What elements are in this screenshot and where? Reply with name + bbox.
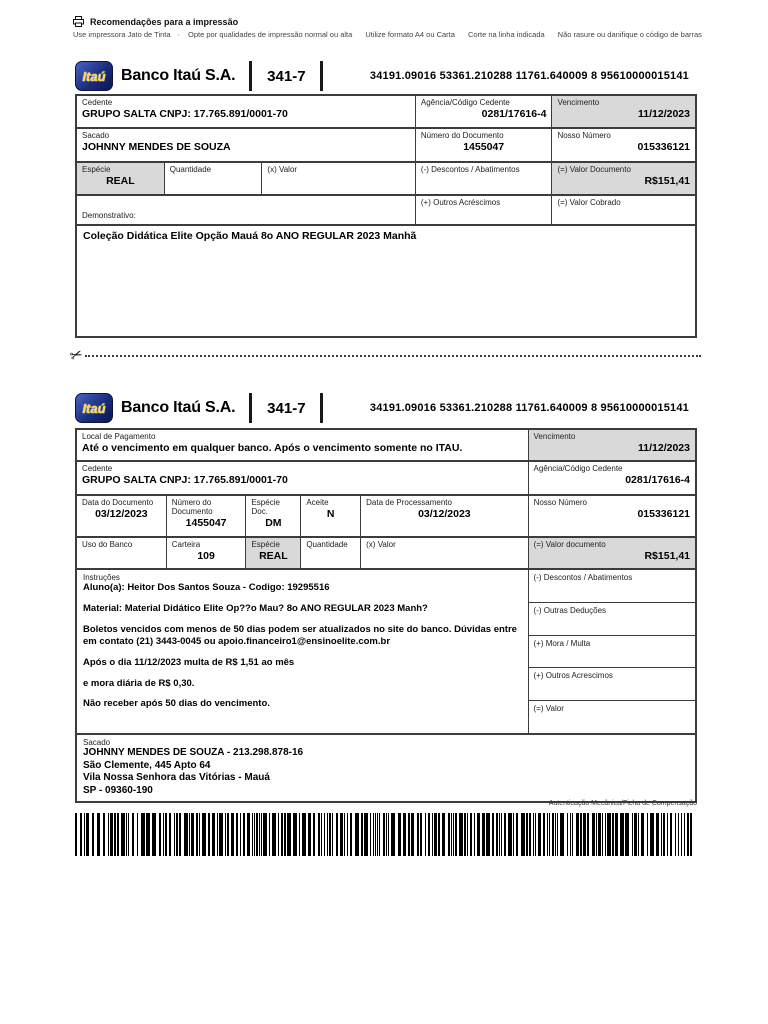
sacado-value: JOHNNY MENDES DE SOUZA [82, 141, 231, 154]
agencia-value: 0281/17616-4 [481, 108, 547, 121]
agencia-label: Agência/Código Cedente [533, 464, 623, 473]
especie-cell [246, 538, 301, 568]
instrucao-line: Material: Material Didático Elite Op??o Mau? 8o ANO REGULAR 2023 Manh? [83, 603, 428, 615]
scissors-icon: ✂ [67, 345, 86, 366]
tip-separator: · [177, 30, 181, 39]
bank-header-receipt [75, 60, 695, 92]
quantidade-cell [165, 163, 263, 194]
cedente-cell [77, 462, 529, 494]
valor-cobrado-cell [552, 196, 695, 224]
uso-banco-cell [77, 538, 167, 568]
valor-documento-cell [529, 538, 695, 568]
data-processamento-cell [361, 496, 528, 536]
nosso-numero-cell [552, 129, 695, 161]
vencimento-cell [529, 430, 695, 460]
sacado-label: Sacado [83, 738, 111, 747]
vencimento-value: 11/12/2023 [638, 108, 690, 121]
data-documento-label: Data do Documento [82, 498, 154, 507]
quantidade-label: Quantidade [306, 540, 348, 549]
valor-documento-value: R$151,41 [644, 175, 691, 188]
sacado-line: SP - 09360-190 [83, 784, 153, 796]
outros-acrescimos-label: (+) Outros Acréscimos [420, 198, 501, 207]
agencia-value: 0281/17616-4 [625, 474, 690, 487]
print-tip: Utilize formato A4 ou Carta [365, 30, 455, 39]
cedente-cell [77, 96, 416, 127]
instrucao-line: e mora diária de R$ 0,30. [83, 677, 195, 689]
autenticacao-label: Autenticação Mecânica/Ficha de Compensação [548, 800, 697, 807]
bank-code: 341-7 [267, 399, 306, 417]
itau-logo-text: Itaú [82, 68, 106, 84]
vencimento-label: Vencimento [557, 98, 600, 107]
outras-deducoes-label: (-) Outras Deduções [533, 605, 607, 615]
agencia-cell [529, 462, 695, 494]
valor-cell [361, 538, 528, 568]
valor-cell [262, 163, 416, 194]
print-recommendations-title: Recomendações para a impressão [90, 16, 239, 27]
totals-column [529, 570, 695, 733]
nosso-numero-label: Nosso Número [557, 131, 611, 140]
instrucao-line: Não receber após 50 dias do vencimento. [83, 698, 270, 710]
sacado-line: Vila Nossa Senhora das Vitórias - Mauá [83, 772, 270, 784]
itau-logo [75, 61, 113, 91]
agencia-cell [416, 96, 553, 127]
sacado-block [77, 735, 695, 801]
typeable-line: 34191.09016 53361.210288 11761.640009 8 95610000015141 [369, 70, 689, 82]
vencimento-label: Vencimento [533, 432, 576, 441]
local-pagamento-value: Até o vencimento em qualquer banco. Após o vencimento somente no ITAU. [82, 442, 463, 455]
valor-documento-label: (=) Valor Documento [557, 165, 631, 174]
numero-documento-label: Número do Documento [171, 498, 213, 517]
outros-acrescimos-label: (+) Outros Acrescimos [533, 671, 613, 681]
barcode [75, 813, 701, 856]
especie-label: Espécie [251, 540, 280, 549]
valor-documento-cell [552, 163, 695, 194]
print-tip: Não rasure ou danifique o código de barras [557, 30, 702, 39]
vencimento-cell [552, 96, 695, 127]
valor-total-label: (=) Valor [533, 704, 564, 714]
vencimento-value: 11/12/2023 [638, 442, 690, 455]
descontos-label: (-) Descontos / Abatimentos [420, 165, 520, 174]
especie-doc-value: DM [265, 517, 282, 530]
print-tip: Opte por qualidades de impressão normal ou alta [188, 30, 353, 39]
local-pagamento-label: Local de Pagamento [82, 432, 156, 441]
cedente-label: Cedente [82, 98, 113, 107]
nosso-numero-label: Nosso Número [533, 498, 587, 507]
itau-logo [75, 393, 113, 423]
valor-label: (x) Valor [366, 540, 396, 549]
especie-doc-cell [246, 496, 301, 536]
valor-total-cell [529, 701, 695, 733]
mora-multa-label: (+) Mora / Multa [533, 638, 591, 648]
especie-value: REAL [259, 550, 288, 563]
itau-logo-text: Itaú [82, 400, 106, 416]
quantidade-label: Quantidade [169, 165, 212, 174]
sacado-line: JOHNNY MENDES DE SOUZA - 213.298.878-16 [83, 747, 304, 759]
aceite-value: N [326, 508, 335, 521]
instrucoes-label: Instruções [83, 573, 120, 582]
aceite-cell [301, 496, 361, 536]
nosso-numero-cell [529, 496, 695, 536]
cedente-value: GRUPO SALTA CNPJ: 17.765.891/0001-70 [82, 474, 288, 487]
bank-code: 341-7 [267, 67, 306, 85]
especie-label: Espécie [82, 165, 111, 174]
numero-documento-value: 1455047 [463, 141, 505, 154]
nosso-numero-value: 015336121 [637, 141, 690, 154]
cedente-label: Cedente [82, 464, 113, 473]
valor-label: (x) Valor [267, 165, 298, 174]
especie-doc-label: Espécie Doc. [251, 498, 280, 517]
typeable-line: 34191.09016 53361.210288 11761.640009 8 95610000015141 [369, 402, 689, 414]
print-recommendations-header [73, 16, 238, 27]
outros-acrescimos-cell [416, 196, 553, 224]
print-tip: Use impressora Jato de Tinta [73, 30, 171, 39]
demonstrativo-cell [77, 196, 416, 224]
carteira-value: 109 [197, 550, 215, 563]
receipt-table [75, 94, 697, 338]
especie-value: REAL [106, 175, 135, 188]
dotted-line [85, 355, 701, 357]
valor-documento-value: R$151,41 [644, 550, 691, 563]
numero-documento-value: 1455047 [185, 517, 227, 530]
instrucao-line: Aluno(a): Heitor Dos Santos Souza - Codigo: 19295516 [83, 582, 330, 594]
carteira-label: Carteira [171, 540, 201, 549]
sacado-line: São Clemente, 445 Apto 64 [83, 759, 211, 771]
printer-icon [73, 16, 84, 27]
descontos-cell [529, 570, 695, 603]
bank-name: Banco Itaú S.A. [121, 67, 236, 84]
data-documento-cell [77, 496, 167, 536]
descontos-cell [416, 163, 553, 194]
carteira-cell [167, 538, 247, 568]
agencia-label: Agência/Código Cedente [420, 98, 510, 107]
numero-documento-cell [167, 496, 247, 536]
numero-documento-cell [416, 129, 553, 161]
local-pagamento-cell [77, 430, 529, 460]
bank-name: Banco Itaú S.A. [121, 399, 236, 416]
print-tips [73, 30, 713, 39]
print-tip: Corte na linha indicada [467, 30, 545, 39]
cut-line [67, 345, 701, 366]
data-processamento-value: 03/12/2023 [418, 508, 471, 521]
aceite-label: Aceite [306, 498, 329, 507]
data-documento-value: 03/12/2023 [95, 508, 148, 521]
quantidade-cell [301, 538, 361, 568]
instrucao-line: Boletos vencidos com menos de 50 dias podem ser atualizados no site do banco. Dúvidas entre em contato (21) 3443-0045 ou apoio.financeiro1@ensinoelite.com.br [83, 623, 517, 647]
demonstrativo-label: Demonstrativo: [82, 210, 136, 220]
uso-banco-label: Uso do Banco [82, 540, 133, 549]
sacado-label: Sacado [82, 131, 110, 140]
outras-deducoes-cell [529, 603, 695, 636]
demonstrativo-text: Coleção Didática Elite Opção Mauá 8o ANO REGULAR 2023 Manhã [83, 230, 417, 242]
numero-documento-label: Número do Documento [420, 131, 504, 140]
instrucoes-cell [77, 570, 529, 733]
instrucao-line: Após o dia 11/12/2023 multa de R$ 1,51 ao mês [83, 656, 295, 668]
valor-cobrado-label: (=) Valor Cobrado [557, 198, 621, 207]
data-processamento-label: Data de Processamento [366, 498, 452, 507]
sacado-cell [77, 129, 416, 161]
mora-multa-cell [529, 636, 695, 669]
nosso-numero-value: 015336121 [637, 508, 691, 521]
descontos-label: (-) Descontos / Abatimentos [533, 573, 633, 582]
valor-documento-label: (=) Valor documento [533, 540, 606, 549]
cedente-value: GRUPO SALTA CNPJ: 17.765.891/0001-70 [82, 108, 288, 121]
outros-acrescimos-cell [529, 668, 695, 701]
ficha-table [75, 428, 697, 803]
especie-cell [77, 163, 165, 194]
bank-header-ficha [75, 392, 695, 424]
